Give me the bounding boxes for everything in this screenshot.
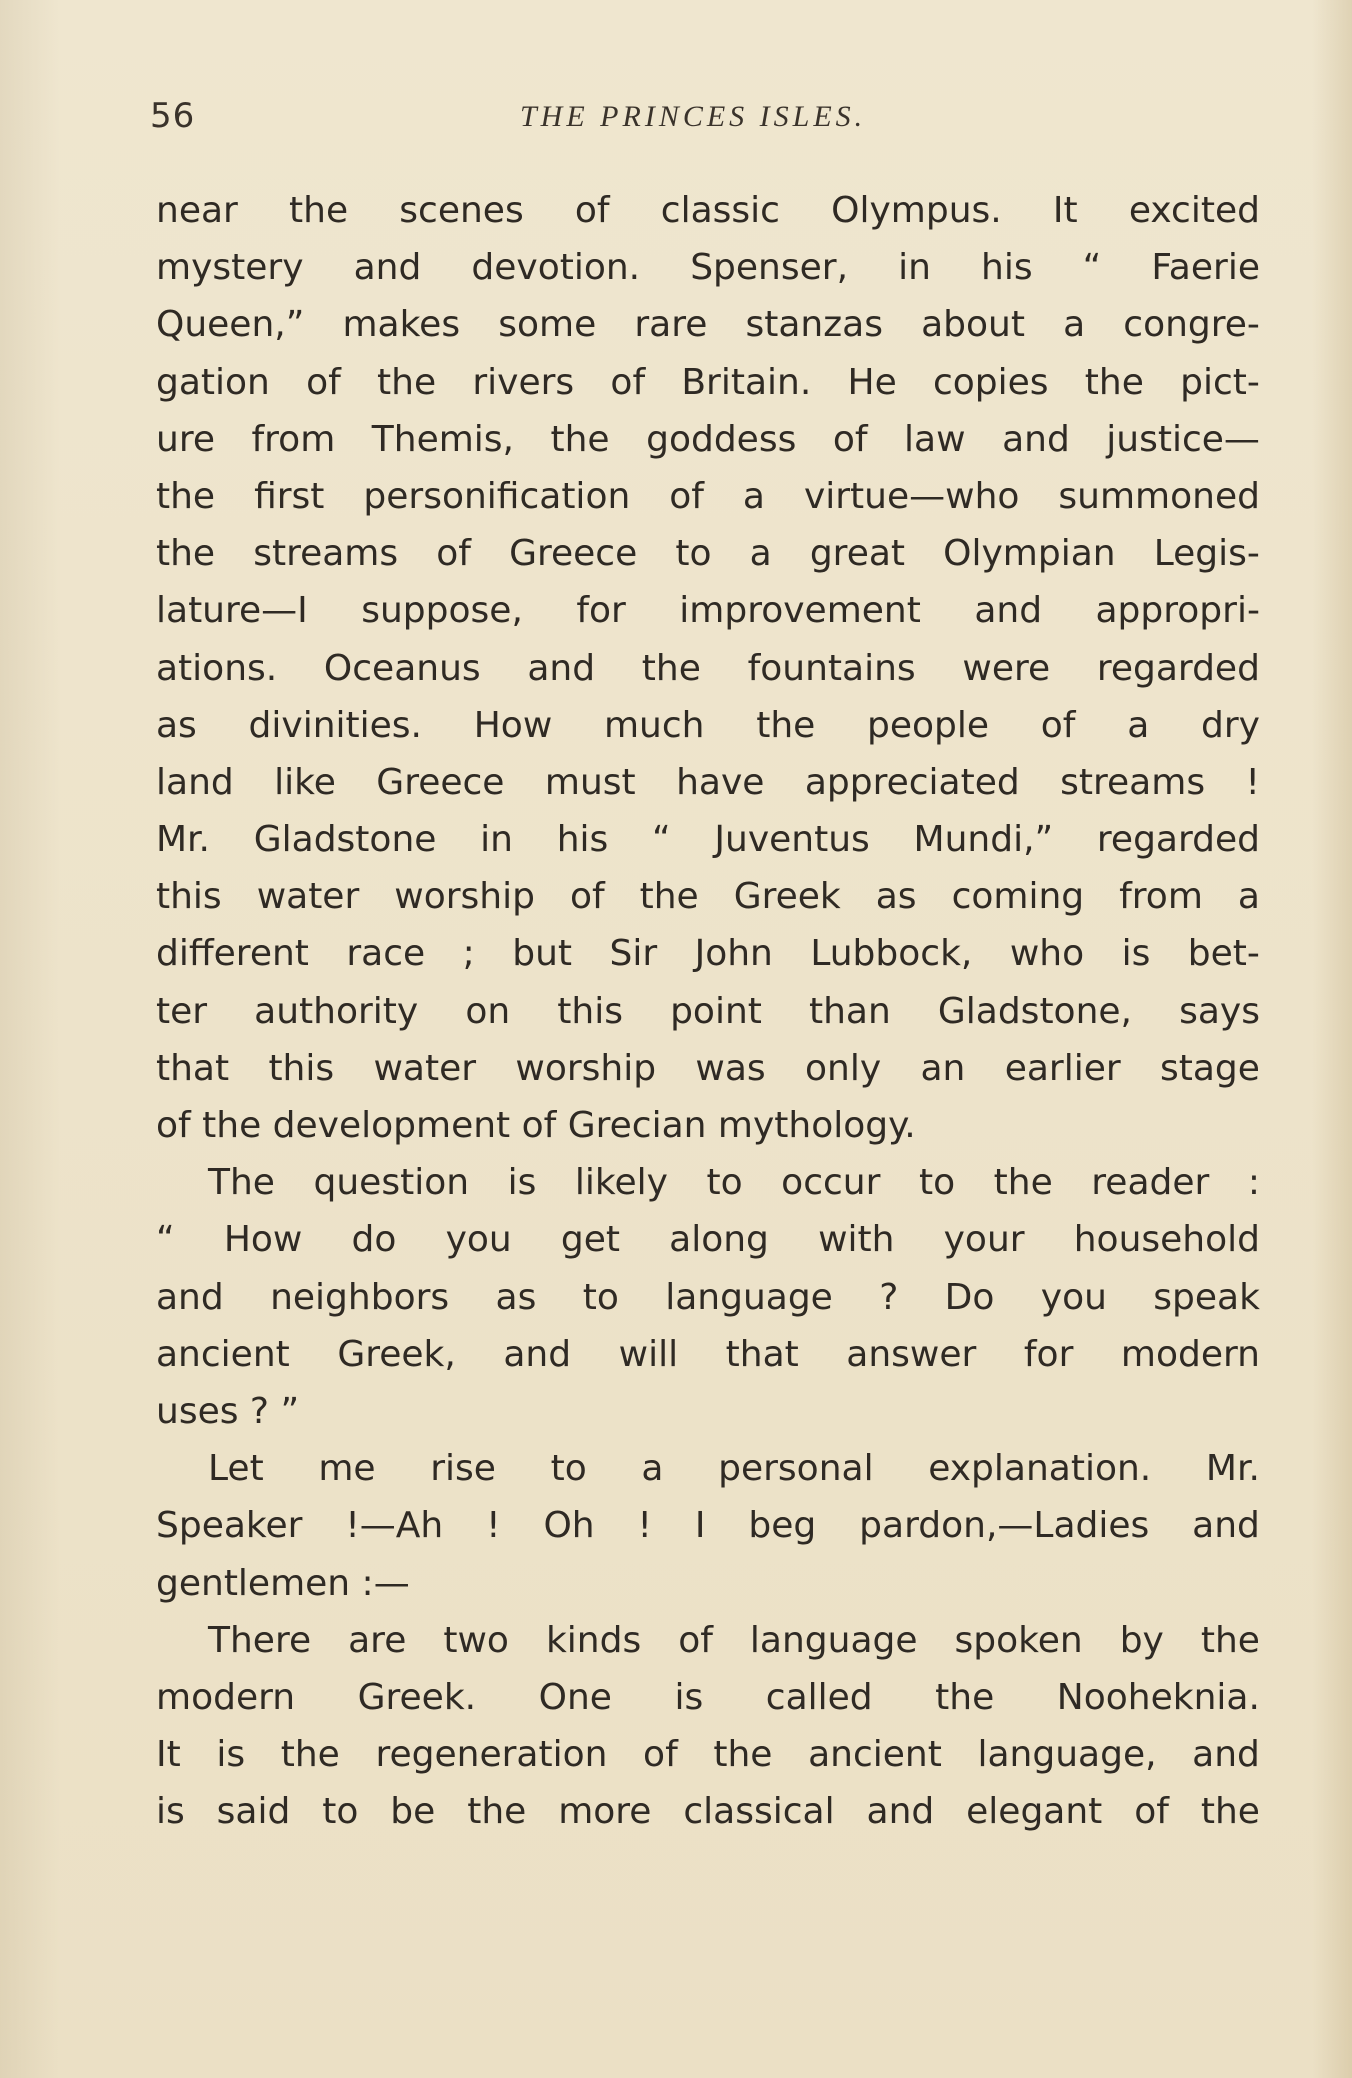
word: for (576, 590, 626, 632)
word: streams (1060, 761, 1206, 803)
word: from (251, 418, 336, 460)
word: Faerie (1151, 247, 1260, 289)
word: justice— (1106, 418, 1260, 460)
word: Let (208, 1448, 264, 1490)
text-line (156, 1040, 1260, 1097)
word: virtue—who (803, 475, 1020, 517)
word: an (920, 1047, 966, 1089)
word: and (1002, 418, 1070, 460)
word: says (1179, 990, 1260, 1032)
word: who (1009, 933, 1085, 975)
word: worship (515, 1047, 657, 1089)
word: Oh (543, 1505, 595, 1547)
text-line: uses ? ” (156, 1390, 300, 1432)
word: of (832, 418, 868, 460)
word: Mr. (1205, 1448, 1260, 1490)
word: your (943, 1219, 1025, 1261)
word: classical (683, 1791, 835, 1833)
word: Lubbock, (810, 933, 973, 975)
word: pict- (1180, 361, 1260, 403)
word: speak (1153, 1276, 1260, 1318)
word: lature—I (156, 590, 308, 632)
running-title: THE PRINCES ISLES. (520, 100, 867, 133)
word: the (550, 418, 610, 460)
word: Gladstone, (937, 990, 1132, 1032)
word: How (223, 1219, 303, 1261)
word: goddess (646, 418, 797, 460)
word: spoken (954, 1619, 1083, 1661)
word: rare (634, 304, 708, 346)
word: of (1134, 1791, 1169, 1833)
word: me (318, 1448, 376, 1490)
word: for (1023, 1333, 1074, 1375)
word: and (156, 1276, 224, 1318)
word: in (480, 819, 513, 861)
word: devotion. (471, 247, 641, 289)
word: called (765, 1676, 873, 1718)
word: a (742, 475, 765, 517)
word: personification (363, 475, 631, 517)
word: rise (430, 1448, 496, 1490)
text-line (156, 1211, 1260, 1268)
word: do (351, 1219, 397, 1261)
word: There (208, 1619, 312, 1661)
word: streams (253, 533, 399, 575)
word: stanzas (745, 304, 883, 346)
word: ure (156, 418, 215, 460)
text-line (156, 754, 1260, 811)
word: worship (394, 876, 535, 918)
word: ? (879, 1276, 899, 1318)
word: ! (637, 1505, 652, 1547)
word: modern (1120, 1333, 1260, 1375)
word: Juventus (714, 819, 870, 861)
word: are (348, 1619, 407, 1661)
word: and (527, 647, 596, 689)
word: Themis, (371, 418, 514, 460)
word: the (280, 1734, 340, 1776)
word: the (156, 475, 216, 517)
word: ; (462, 933, 475, 975)
word: ancient (808, 1734, 942, 1776)
body-text (156, 182, 1260, 1840)
word: a (1127, 704, 1150, 746)
text-line (156, 868, 1260, 925)
word: is (1121, 933, 1151, 975)
word: as (875, 876, 917, 918)
word: likely (574, 1162, 668, 1204)
word: of (669, 475, 704, 517)
word: gation (156, 361, 270, 403)
word: to (918, 1162, 956, 1204)
word: It (1052, 190, 1078, 231)
word: the (713, 1734, 773, 1776)
word: near (156, 190, 238, 231)
word: stage (1160, 1047, 1260, 1089)
text-line (156, 1326, 1260, 1383)
word: the (756, 704, 816, 746)
word: and (1192, 1505, 1260, 1547)
page-number: 56 (150, 96, 196, 136)
word: more (558, 1791, 652, 1833)
word: excited (1128, 190, 1260, 231)
text-line (156, 411, 1260, 468)
word: the (156, 533, 216, 575)
word: and (503, 1333, 572, 1375)
word: the (377, 361, 437, 403)
word: “ (156, 1219, 175, 1261)
word: than (808, 990, 891, 1032)
word: that (156, 1047, 230, 1089)
word: is (507, 1162, 537, 1204)
word: is (156, 1791, 185, 1833)
word: you (445, 1219, 512, 1261)
text-line (156, 354, 1260, 411)
text-line (156, 525, 1260, 582)
word: question (313, 1162, 470, 1204)
word: Sir (609, 933, 658, 975)
word: different (156, 933, 309, 975)
text-line (156, 925, 1260, 982)
word: ations. (156, 647, 278, 689)
word: ter (156, 990, 208, 1032)
word: the (467, 1791, 527, 1833)
word: like (274, 761, 336, 803)
word: of (574, 190, 610, 231)
word: modern (156, 1676, 296, 1718)
text-line (156, 1269, 1260, 1326)
word: on (465, 990, 511, 1032)
word: law (904, 418, 966, 460)
word: and (974, 590, 1043, 632)
text-line (156, 1612, 1260, 1669)
word: summoned (1058, 475, 1260, 517)
word: of (306, 361, 341, 403)
word: Mr. (156, 819, 210, 861)
word: Gladstone (253, 819, 437, 861)
word: It (156, 1734, 181, 1776)
word: Greek, (337, 1333, 456, 1375)
text-line: of the development of Grecian mythology. (156, 1105, 916, 1146)
word: Greece (376, 761, 505, 803)
word: from (1119, 876, 1203, 918)
word: The (208, 1162, 275, 1204)
word: this (268, 1047, 335, 1089)
text-line (156, 811, 1260, 868)
text-line (156, 1783, 1260, 1840)
word: this (557, 990, 623, 1032)
word: along (669, 1219, 769, 1261)
word: I (694, 1505, 706, 1547)
word: some (498, 304, 597, 346)
word: and (866, 1791, 935, 1833)
word: the (993, 1162, 1053, 1204)
text-line (156, 1726, 1260, 1783)
word: appreciated (804, 761, 1020, 803)
word: scenes (399, 190, 524, 231)
word: beg (748, 1505, 817, 1547)
text-line (156, 640, 1260, 697)
word: the (641, 647, 701, 689)
word: to (550, 1448, 587, 1490)
word: was (695, 1047, 766, 1089)
word: Speaker (156, 1505, 303, 1547)
word: with (818, 1219, 895, 1261)
word: Queen,” (156, 304, 305, 346)
word: to (706, 1162, 743, 1204)
word: John (694, 933, 773, 975)
word: answer (846, 1333, 977, 1375)
word: explanation. (928, 1448, 1152, 1490)
word: point (670, 990, 762, 1032)
word: of (436, 533, 471, 575)
word: neighbors (270, 1276, 450, 1318)
word: as (156, 704, 197, 746)
word: is (674, 1676, 704, 1718)
word: occur (781, 1162, 881, 1204)
word: How (473, 704, 553, 746)
word: fountains (747, 647, 916, 689)
word: Mundi,” (913, 819, 1054, 861)
word: language (665, 1276, 833, 1318)
word: household (1073, 1219, 1260, 1261)
text-line (156, 1669, 1260, 1726)
word: the (935, 1676, 995, 1718)
word: but (512, 933, 573, 975)
word: of (1040, 704, 1076, 746)
word: elegant (966, 1791, 1103, 1833)
word: suppose, (361, 590, 523, 632)
word: the (1200, 1791, 1260, 1833)
word: Greek. (357, 1676, 477, 1718)
word: water (256, 876, 360, 918)
word: regarded (1096, 647, 1260, 689)
word: kinds (545, 1619, 642, 1661)
word: He (847, 361, 897, 403)
text-line (156, 182, 1260, 239)
text-line (156, 1154, 1260, 1211)
word: coming (951, 876, 1085, 918)
word: about (921, 304, 1025, 346)
word: appropri- (1095, 590, 1260, 632)
word: and (353, 247, 422, 289)
word: Greece (509, 533, 638, 575)
word: as (495, 1276, 537, 1318)
word: this (156, 876, 222, 918)
word: makes (342, 304, 461, 346)
word: have (676, 761, 765, 803)
word: pardon,—Ladies (859, 1505, 1150, 1547)
word: in (898, 247, 931, 289)
word: dry (1200, 704, 1260, 746)
word: his (556, 819, 609, 861)
word: Greek (733, 876, 841, 918)
word: language (749, 1619, 918, 1661)
word: will (618, 1333, 679, 1375)
word: rivers (472, 361, 575, 403)
word: classic (660, 190, 780, 231)
word: were (962, 647, 1051, 689)
word: Olympus. (831, 190, 1002, 231)
text-line (156, 1440, 1260, 1497)
word: a (1237, 876, 1260, 918)
word: the (1084, 361, 1144, 403)
word: Legis- (1153, 533, 1260, 575)
word: Do (944, 1276, 995, 1318)
text-line (156, 582, 1260, 639)
word: authority (254, 990, 419, 1032)
word: is (216, 1734, 246, 1776)
word: of (643, 1734, 678, 1776)
word: the (289, 190, 349, 231)
text-line (156, 468, 1260, 525)
word: to (322, 1791, 359, 1833)
word: great (809, 533, 906, 575)
word: reader (1091, 1162, 1210, 1204)
word: of (610, 361, 646, 403)
word: first (254, 475, 325, 517)
word: : (1247, 1162, 1260, 1204)
word: and (1192, 1734, 1260, 1776)
word: water (373, 1047, 477, 1089)
word: ! (486, 1505, 501, 1547)
word: you (1040, 1276, 1107, 1318)
word: to (675, 533, 712, 575)
word: of (678, 1619, 713, 1661)
word: a (749, 533, 772, 575)
word: of (569, 876, 605, 918)
text-line: gentlemen :— (156, 1562, 410, 1604)
word: by (1119, 1619, 1164, 1661)
word: “ (652, 819, 671, 861)
word: Oceanus (323, 647, 481, 689)
word: divinities. (248, 704, 422, 746)
word: regeneration (375, 1734, 608, 1776)
word: mystery (156, 247, 304, 289)
word: earlier (1004, 1047, 1121, 1089)
word: “ (1082, 247, 1102, 289)
text-line (156, 296, 1260, 353)
page-header (150, 96, 1260, 146)
word: people (867, 704, 990, 746)
word: the (639, 876, 699, 918)
word: only (805, 1047, 882, 1089)
word: bet- (1187, 933, 1260, 975)
word: two (443, 1619, 509, 1661)
word: race (346, 933, 426, 975)
word: copies (932, 361, 1049, 403)
word: land (156, 761, 234, 803)
word: regarded (1096, 819, 1260, 861)
word: to (582, 1276, 619, 1318)
word: a (641, 1448, 664, 1490)
word: One (538, 1676, 612, 1718)
word: the (1200, 1619, 1260, 1661)
word: his (981, 247, 1033, 289)
word: said (216, 1791, 291, 1833)
word: improvement (679, 590, 921, 632)
word: ! (1245, 761, 1260, 803)
text-line (156, 1497, 1260, 1554)
word: language, (977, 1734, 1157, 1776)
word: get (560, 1219, 620, 1261)
word: Britain. (681, 361, 812, 403)
text-line (156, 983, 1260, 1040)
word: must (544, 761, 636, 803)
word: Nooheknia. (1056, 1676, 1260, 1718)
word: much (603, 704, 705, 746)
word: !—Ah (345, 1505, 444, 1547)
word: that (725, 1333, 799, 1375)
word: personal (718, 1448, 874, 1490)
word: be (390, 1791, 436, 1833)
word: a (1063, 304, 1086, 346)
word: congre- (1123, 304, 1260, 346)
word: ancient (156, 1333, 290, 1375)
word: Spenser, (690, 247, 849, 289)
text-line (156, 239, 1260, 296)
word: Olympian (943, 533, 1116, 575)
text-line (156, 697, 1260, 754)
